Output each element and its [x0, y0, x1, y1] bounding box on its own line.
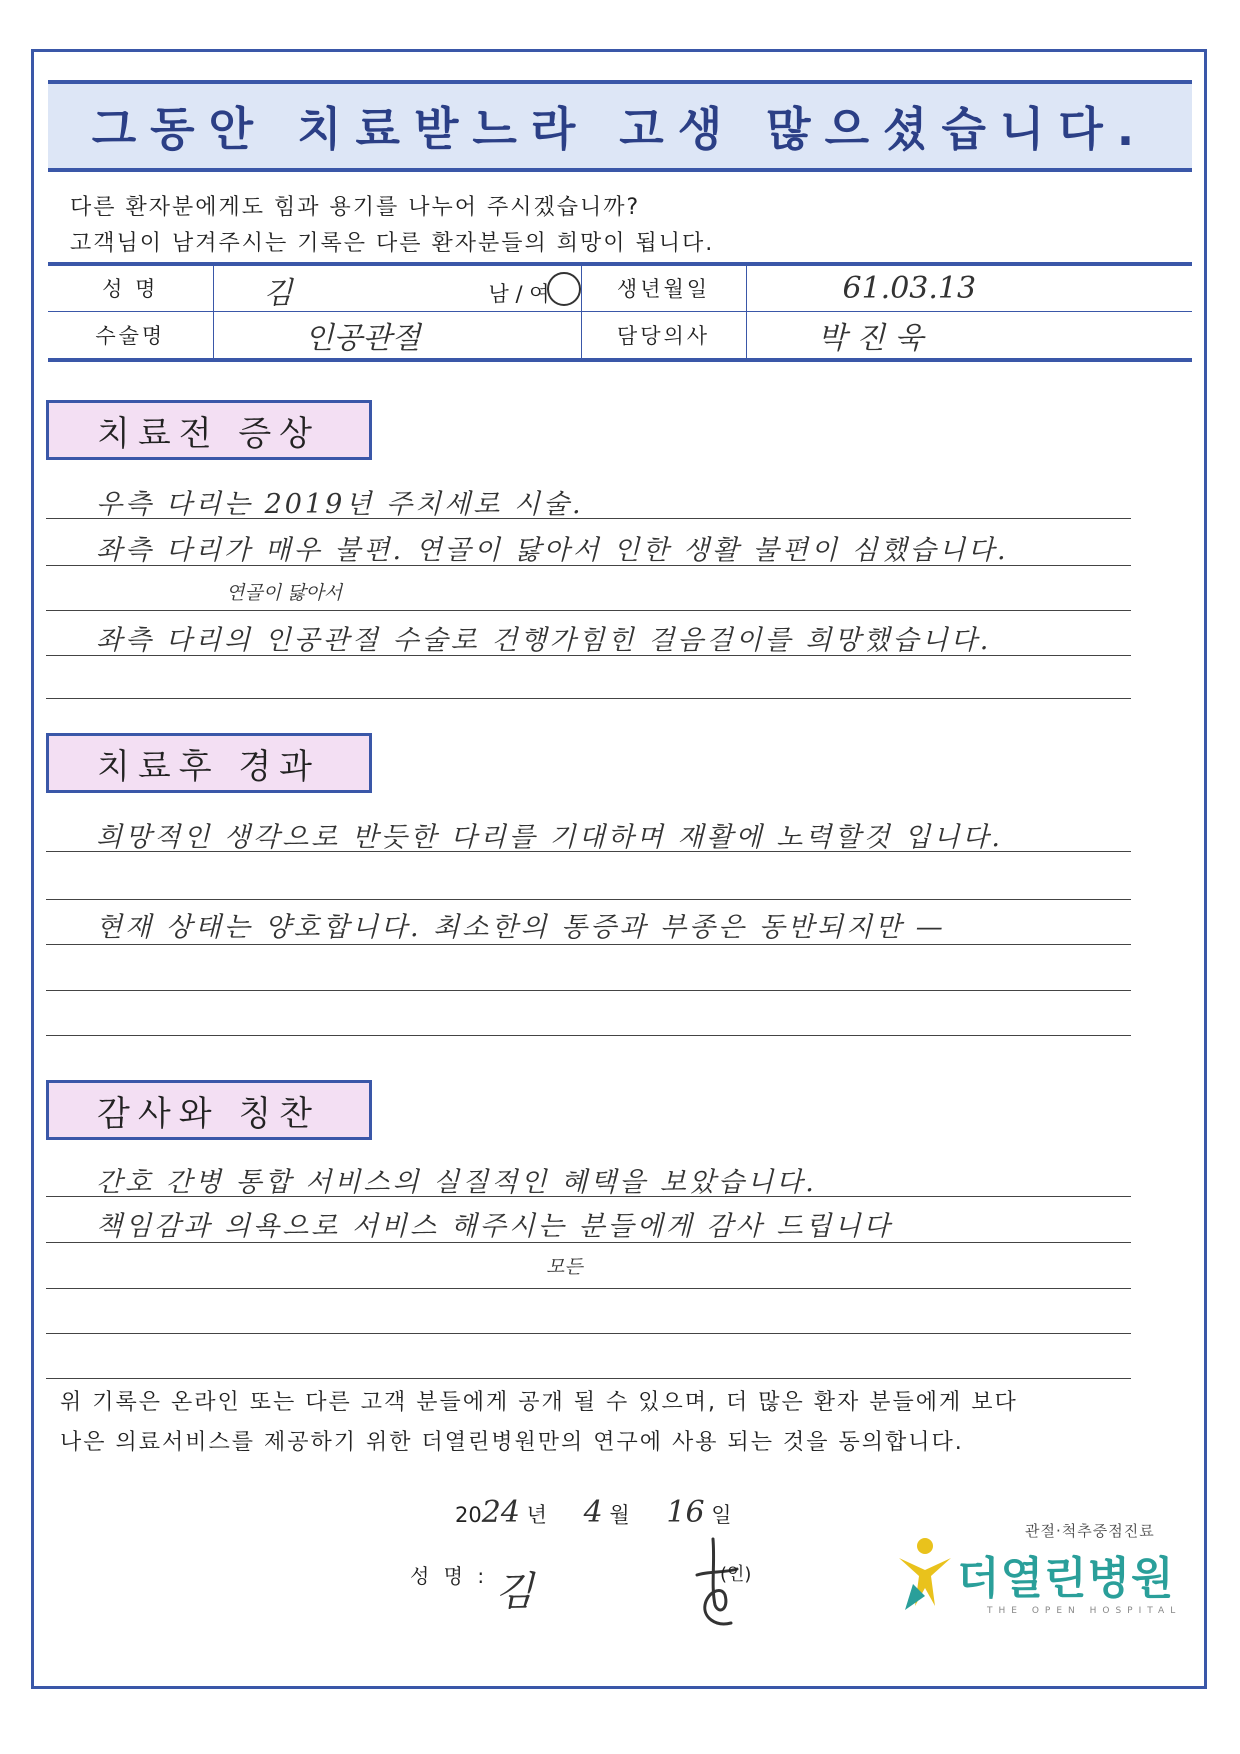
ruled-line	[46, 1333, 1131, 1334]
after-treatment-heading-text: 치료후 경과	[97, 746, 321, 787]
consent-line-1: 위 기록은 온라인 또는 다른 고객 분들에게 공개 될 수 있으며, 더 많은 환자 분들에게 보다	[60, 1390, 1018, 1415]
hospital-logo	[895, 1520, 1195, 1630]
signing-date	[455, 1495, 732, 1530]
logo-english-name: THE OPEN HOSPITAL	[987, 1606, 1182, 1616]
seal-label: (인)	[720, 1564, 752, 1585]
date-month-value: 4	[583, 1495, 603, 1530]
surgery-value: 인공관절	[304, 320, 421, 356]
handwritten-signature-mark	[685, 1535, 755, 1645]
gender-selected-circle	[547, 272, 581, 306]
intro-text	[70, 190, 714, 262]
consent-line-2: 나은 의료서비스를 제공하기 위한 더열린병원만의 연구에 사용 되는 것을 동의합니다.	[60, 1430, 964, 1455]
surgery-cell	[213, 311, 581, 360]
page-title: 그동안 치료받느라 고생 많으셨습니다.	[91, 102, 1149, 156]
consent-statement	[60, 1383, 1018, 1463]
ruled-line	[46, 1035, 1131, 1036]
before-insertion-note: 연골이 닳아서	[226, 582, 343, 604]
thanks-line-1: 간호 간병 통합 서비스의 실질적인 혜택을 보았습니다.	[96, 1167, 817, 1198]
ruled-line	[46, 1288, 1131, 1289]
intro-line-1: 다른 환자분에게도 힘과 용기를 나누어 주시겠습니까?	[70, 195, 641, 220]
after-treatment-heading	[46, 733, 372, 793]
ruled-line	[46, 944, 1131, 945]
thanks-heading-text: 감사와 칭찬	[97, 1093, 321, 1134]
before-line-1: 우측 다리는 2019년 주치세로 시술.	[96, 489, 584, 520]
ruled-line	[46, 610, 1131, 611]
logo-tagline: 관절·척추중점진료	[1025, 1522, 1155, 1540]
doctor-cell	[746, 311, 1192, 360]
before-line-2: 좌측 다리가 매우 불편. 연골이 닳아서 인한 생활 불편이 심했습니다.	[96, 535, 1009, 566]
doctor-value: 박 진 욱	[817, 320, 924, 356]
thanks-heading	[46, 1080, 372, 1140]
patient-info-table	[48, 262, 1192, 362]
title-banner	[48, 80, 1192, 172]
gender-label: 남 / 여	[488, 282, 550, 306]
date-day-value: 16	[666, 1495, 705, 1530]
thanks-line-2: 책임감과 의욕으로 서비스 해주시는 분들에게 감사 드립니다	[96, 1211, 893, 1242]
logo-name: 더열린병원	[957, 1553, 1175, 1604]
date-year-handwritten: 24	[481, 1495, 520, 1530]
birth-value: 61.03.13	[842, 270, 977, 306]
thanks-insertion-note: 모든	[546, 1256, 583, 1278]
person-logo-icon	[895, 1532, 955, 1612]
ruled-line	[46, 698, 1131, 699]
intro-line-2: 고객님이 남겨주시는 기록은 다른 환자분들의 희망이 됩니다.	[70, 231, 715, 256]
birth-cell	[746, 264, 1192, 311]
date-day-label: 일	[711, 1503, 732, 1527]
after-line-2: 현재 상태는 양호합니다. 최소한의 통증과 부종은 동반되지만 —	[96, 912, 946, 943]
date-month-label: 월	[609, 1503, 630, 1527]
signature-label: 성 명 :	[410, 1564, 489, 1588]
before-line-3: 좌측 다리의 인공관절 수술로 건행가힘힌 걸음걸이를 희망했습니다.	[96, 625, 992, 656]
before-treatment-heading	[46, 400, 372, 460]
name-cell	[213, 264, 581, 311]
doctor-label: 담당의사	[581, 311, 746, 360]
name-label: 성 명	[102, 277, 159, 302]
signature-name: 김	[495, 1569, 534, 1615]
surgery-label: 수술명	[48, 311, 213, 360]
ruled-line	[46, 1378, 1131, 1379]
ruled-line	[46, 899, 1131, 900]
date-year-prefix: 20	[455, 1503, 482, 1527]
before-treatment-heading-text: 치료전 증상	[97, 413, 321, 454]
ruled-line	[46, 990, 1131, 991]
name-value: 김	[263, 276, 293, 311]
after-line-1: 희망적인 생각으로 반듯한 다리를 기대하며 재활에 노력할것 입니다.	[96, 822, 1003, 853]
birth-label: 생년월일	[581, 264, 746, 311]
date-year-label: 년	[526, 1503, 547, 1527]
